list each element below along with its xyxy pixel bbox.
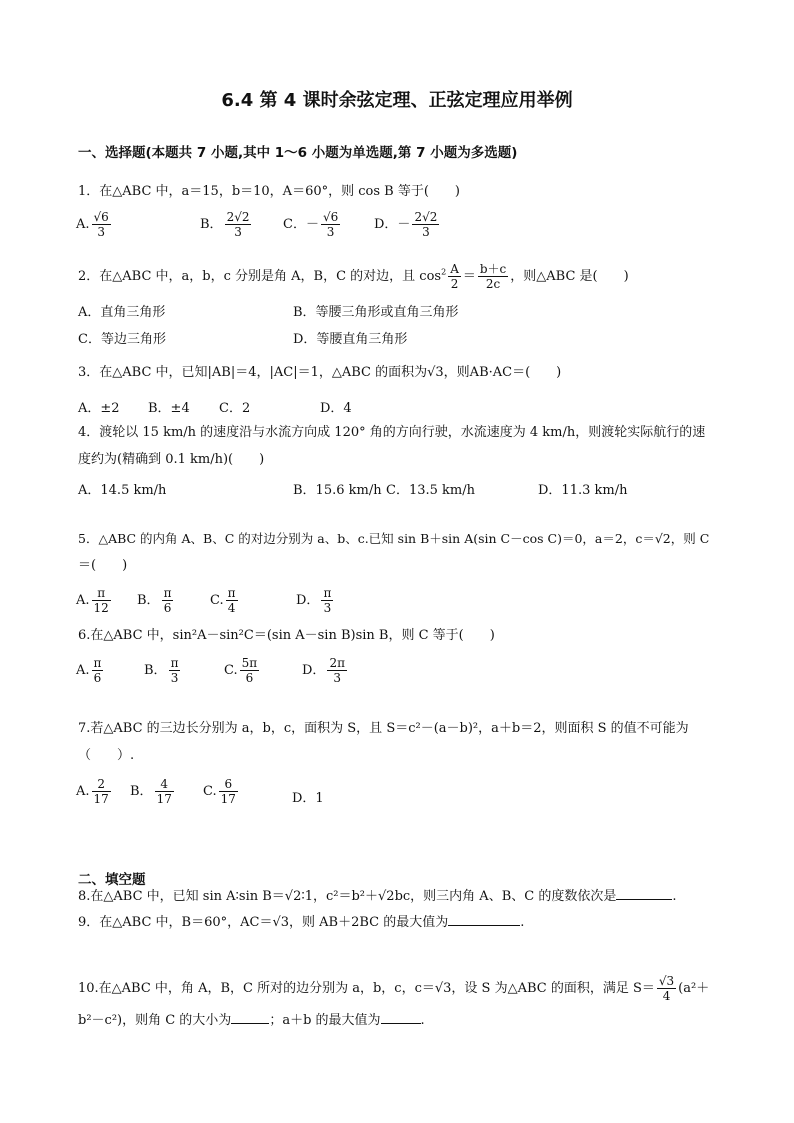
question-6-option-d: D． $\frac{2\pi}{3}$ — [302, 656, 345, 685]
question-5-option-c: C. $\frac{\pi}{4}$ — [210, 586, 236, 615]
answer-blank[interactable] — [616, 899, 672, 900]
answer-blank-max[interactable] — [381, 1023, 421, 1024]
page-title: 6.4 第 4 课时余弦定理、正弦定理应用举例 — [221, 90, 573, 111]
question-5-option-a: A. $\frac{\pi}{12}$ — [76, 586, 109, 615]
question-3-option-c: C．2 — [219, 401, 251, 416]
section-choice-heading: 一、选择题(本题共 7 小题,其中 1～6 小题为单选题,第 7 小题为多选题) — [78, 145, 518, 161]
question-7-option-c: C. $\frac{6}{17}$ — [203, 777, 236, 806]
question-1-option-b: B． $\frac{2√2}{3}$ — [200, 210, 250, 239]
question-2-option-a: A．直角三角形 — [78, 305, 166, 320]
question-2-stem: 2．在△ABC 中，a，b，c 分别是角 A，B，C 的对边，且 $\cos^2$ $\frac{A}{2}$ ＝ $\frac{b+c}{2c}$ ，则△ABC 是( ) — [78, 262, 629, 291]
question-3-stem: 3．在△ABC 中，已知|AB|＝4，|AC|＝1，△ABC 的面积为√3，则AB·AC＝( ) — [78, 365, 562, 380]
question-3-option-a: A．±2 — [78, 401, 120, 416]
question-6-option-c: C. $\frac{5\pi}{6}$ — [224, 656, 258, 685]
question-1-option-d: D．－ $\frac{2√2}{3}$ — [374, 210, 438, 239]
question-10-line-2: b²－c²)，则角 C 的大小为 ；a＋b 的最大值为 . — [78, 1013, 425, 1028]
question-7-line-1: 7.若△ABC 的三边长分别为 a，b，c，面积为 S，且 S＝c²－(a－b)²，a＋b＝2，则面积 S 的值不可能为 — [78, 721, 689, 736]
question-9-stem: 9．在△ABC 中，B＝60°，AC＝√3，则 AB＋2BC 的最大值为 . — [78, 915, 525, 930]
question-1-option-a: A. $\frac{√6}{3}$ — [76, 210, 109, 239]
question-1-option-c: C．－ $\frac{√6}{3}$ — [283, 210, 339, 239]
question-4-line-1: 4．渡轮以 15 km/h 的速度沿与水流方向成 120° 角的方向行驶，水流速度为 4 km/h，则渡轮实际航行的速 — [78, 425, 706, 440]
question-3-option-b: B．±4 — [148, 401, 190, 416]
question-7-option-d: D．1 — [292, 791, 324, 806]
question-2-option-c: C．等边三角形 — [78, 332, 166, 347]
question-4-option-d: D．11.3 km/h — [538, 483, 628, 498]
question-4-line-2: 度约为(精确到 0.1 km/h)( ) — [78, 452, 265, 467]
question-4-option-a: A．14.5 km/h — [78, 483, 167, 498]
question-6-option-b: B． $\frac{\pi}{3}$ — [144, 656, 179, 685]
question-2-option-b: B．等腰三角形或直角三角形 — [293, 305, 459, 320]
question-7-line-2: （ ）. — [78, 748, 135, 763]
question-2-option-d: D．等腰直角三角形 — [293, 332, 408, 347]
question-4-option-b: B．15.6 km/h — [293, 483, 382, 498]
question-7-option-a: A. $\frac{2}{17}$ — [76, 777, 109, 806]
question-1-stem: 1．在△ABC 中，a＝15，b＝10，A＝60°，则 cos B 等于( ) — [78, 184, 460, 199]
question-8-stem: 8.在△ABC 中，已知 sin A∶sin B＝√2∶1，c²＝b²＋√2bc，则三内角 A、B、C 的度数依次是 . — [78, 889, 677, 904]
question-3-option-d: D．4 — [320, 401, 352, 416]
section-fill-heading: 二、填空题 — [78, 872, 146, 888]
question-5-option-d: D． $\frac{\pi}{3}$ — [296, 586, 332, 615]
question-7-option-b: B． $\frac{4}{17}$ — [130, 777, 172, 806]
question-6-option-a: A. $\frac{\pi}{6}$ — [76, 656, 102, 685]
question-5-line-2: ＝( ) — [78, 558, 128, 573]
question-4-option-c: C．13.5 km/h — [386, 483, 475, 498]
question-10-line-1: 10.在△ABC 中，角 A，B，C 所对的边分别为 a，b，c，c＝√3，设 S 为△ABC 的面积，满足 S＝ $\frac{√3}{4}$ (a²＋ — [78, 974, 710, 1003]
question-6-stem: 6.在△ABC 中，sin²A－sin²C＝(sin A－sin B)sin B，则 C 等于( ) — [78, 628, 495, 643]
question-5-option-b: B． $\frac{\pi}{6}$ — [137, 586, 172, 615]
answer-blank[interactable] — [448, 925, 520, 926]
question-5-line-1: 5．△ABC 的内角 A、B、C 的对边分别为 a、b、c.已知 sin B＋sin A(sin C－cos C)＝0，a＝2，c＝√2，则 C — [78, 531, 710, 546]
answer-blank-angle[interactable] — [231, 1023, 269, 1024]
